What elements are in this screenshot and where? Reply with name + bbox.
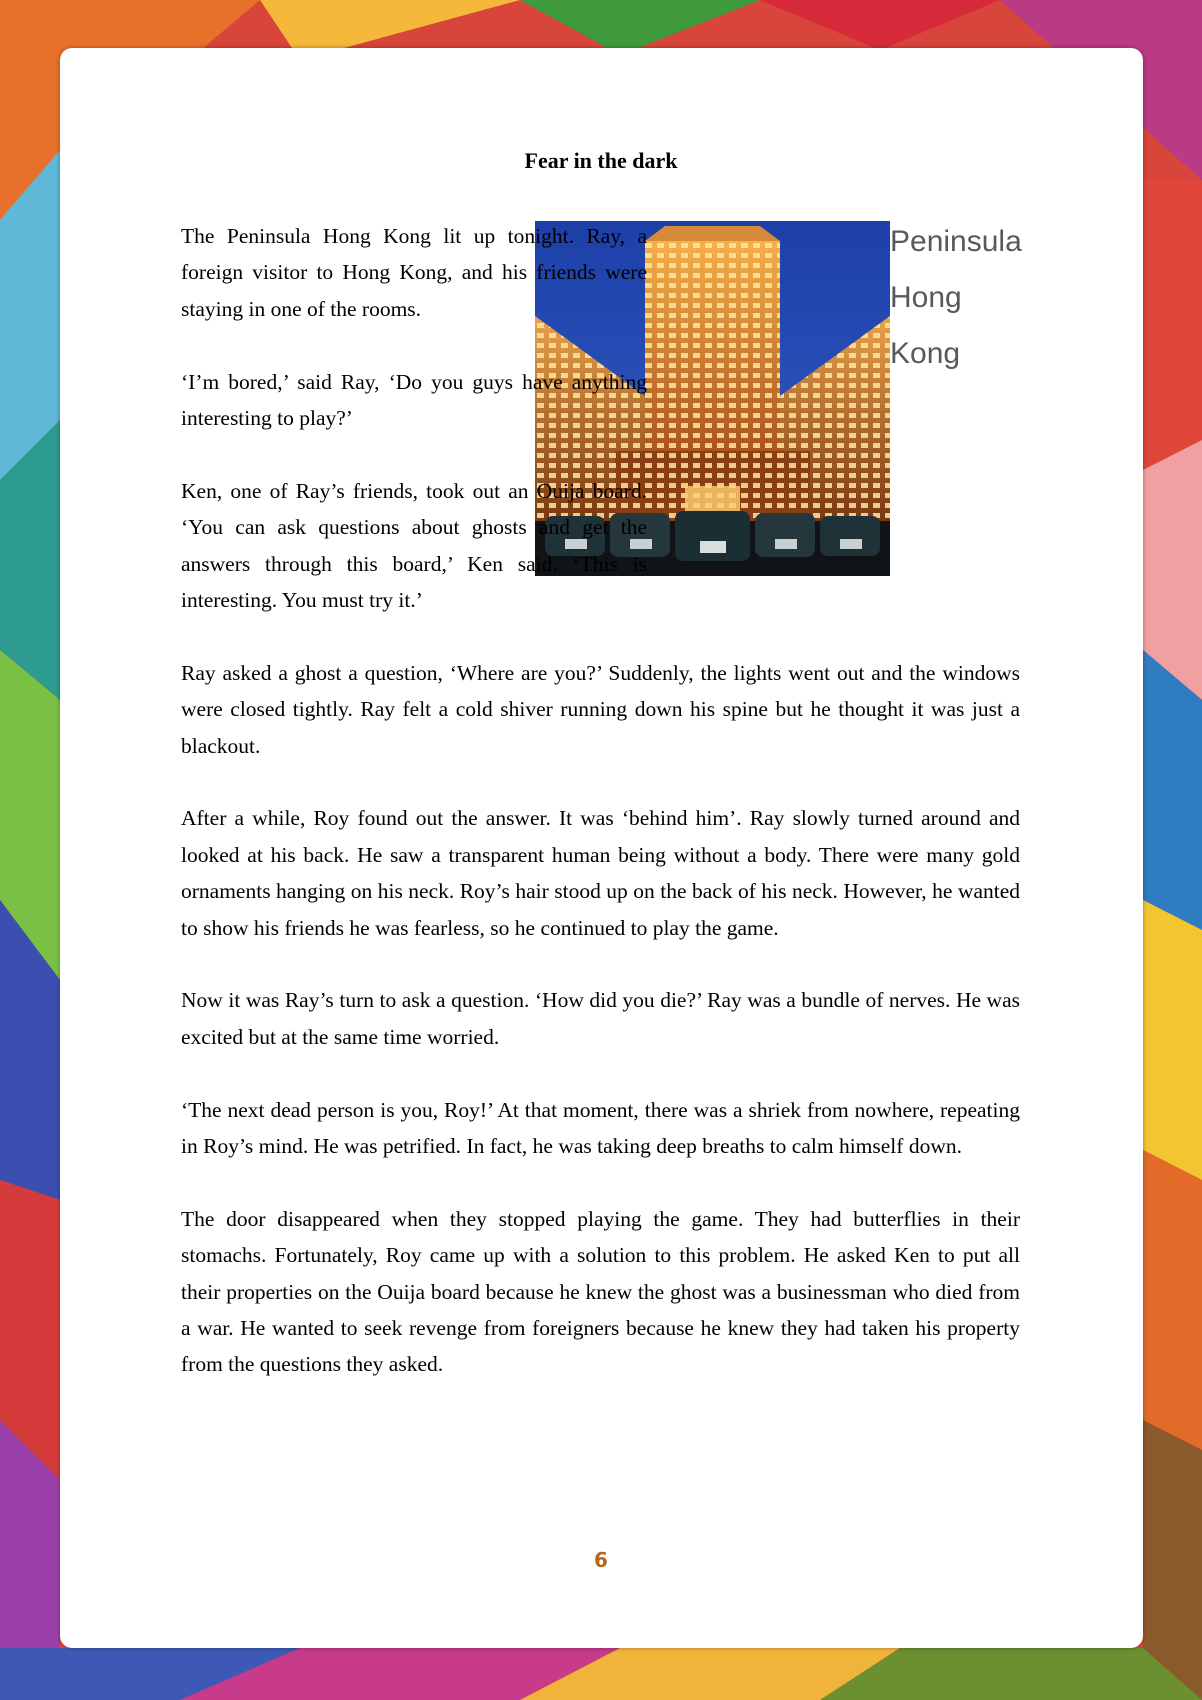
- story-title: Fear in the dark: [524, 148, 678, 173]
- story-paragraph: The door disappeared when they stopped playing the game. They had butterflies in their stomachs. Fortunately, Roy came up with a solution to this problem. He asked Ken to put all their properties on the Ouija board because he knew the ghost was a businessman who died from a war. He wanted to seek revenge from foreigners because he knew they had taken his property from the questions they asked.: [181, 1206, 1020, 1377]
- image-spacer: [665, 218, 1020, 560]
- story-body: [181, 218, 1020, 1419]
- story-paragraph: Ray asked a ghost a question, ‘Where are you?’ Suddenly, the lights went out and the windows were closed tightly. Ray felt a cold shiver running down his spine but he thought it was just a blackout.: [181, 660, 1020, 758]
- story-paragraph: The Peninsula Hong Kong lit up tonight. Ray, a foreign visitor to Hong Kong, and his friends were staying in one of the rooms.: [181, 224, 647, 321]
- story-paragraph: Now it was Ray’s turn to ask a question. ‘How did you die?’ Ray was a bundle of nerves. He was excited but at the same time worried.: [181, 988, 1020, 1049]
- image-caption-line: Hong: [890, 281, 962, 314]
- story-paragraph: ‘The next dead person is you, Roy!’ At that moment, there was a shriek from nowhere, repeating in Roy’s mind. He was petrified. In fact, he was taking deep breaths to calm himself down.: [181, 1097, 1020, 1159]
- image-caption-line: Kong: [890, 337, 961, 370]
- story-paragraph: After a while, Roy found out the answer. It was ‘behind him’. Ray slowly turned around and looked at his back. He saw a transparent human being without a body. There were many gold ornaments hanging on his neck. Roy’s hair stood up on the back of his neck. However, he wanted to show his friends he was fearless, so he continued to play the game.: [181, 806, 1020, 940]
- story-paragraph: Ken, one of Ray’s friends, took out an Ouija board. ‘You can ask questions about ghosts and get the answers through this board,’ Ken said. ‘This is interesting. You must try it.’: [181, 478, 647, 613]
- page-number: 6: [594, 1548, 608, 1572]
- story-paragraph: ‘I’m bored,’ said Ray, ‘Do you guys have anything interesting to play?’: [181, 369, 647, 431]
- image-caption-line: Peninsula: [890, 225, 1022, 258]
